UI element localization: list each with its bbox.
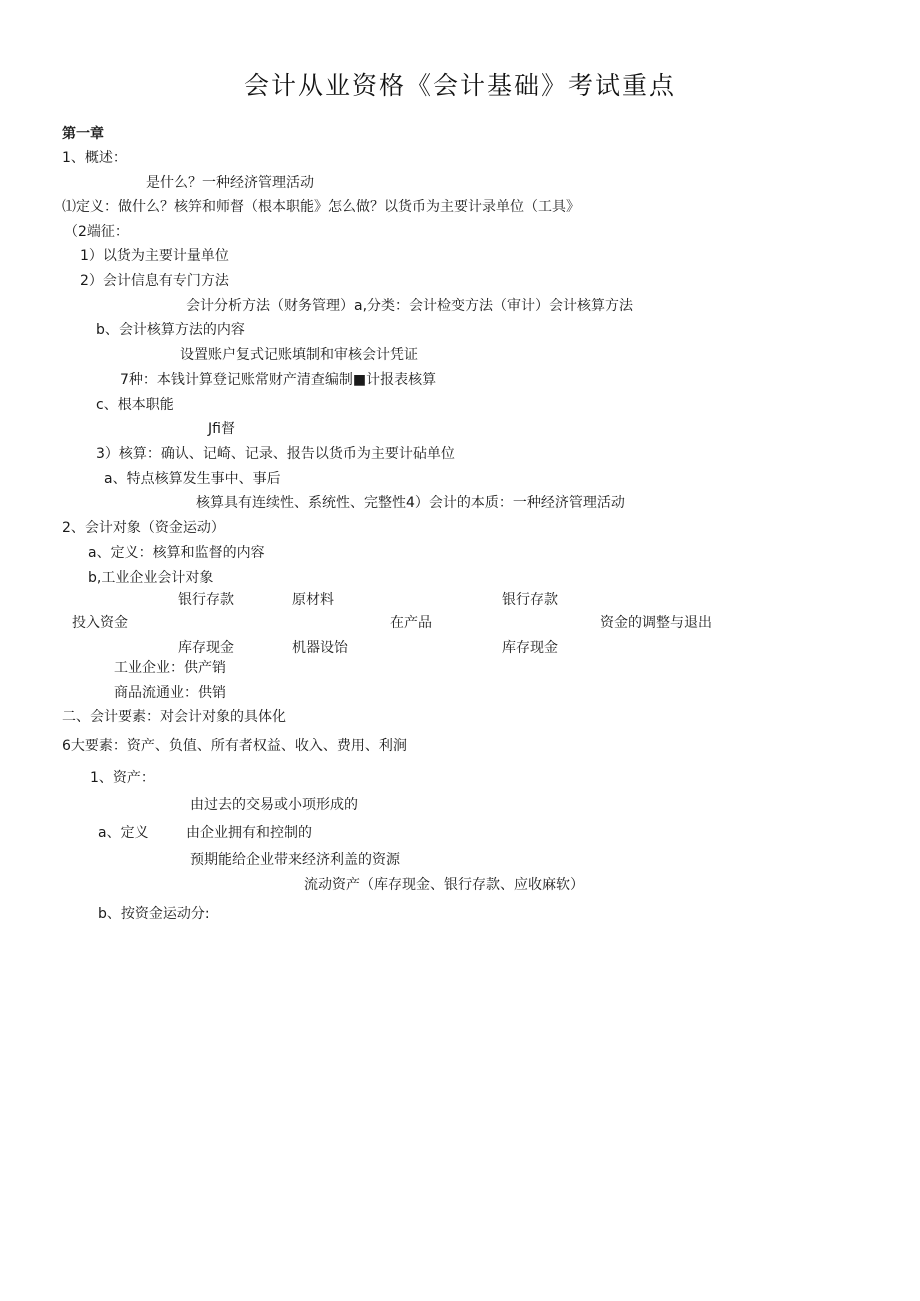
text-line: c、根本职能 — [96, 397, 174, 413]
chapter-heading: 第一章 — [62, 126, 104, 142]
text-line: 核算具有连续性、系统性、完整性4）会计的本质：一种经济管理活动 — [196, 495, 625, 511]
text-line: b、按资金运动分: — [98, 906, 210, 922]
flow-label: 银行存款 — [502, 592, 558, 608]
flow-label: 在产品 — [390, 615, 432, 631]
text-line: Jfi督 — [208, 421, 235, 437]
text-line: 流动资产（库存现金、银行存款、应收麻软） — [304, 877, 584, 893]
text-line: b,工业企业会计对象 — [88, 570, 214, 586]
text-line: 会计分析方法（财务管理）a,分类：会计检变方法（审计）会计核算方法 — [186, 298, 634, 314]
flow-label: 库存现金 — [178, 640, 234, 656]
text-line: 预期能给企业带来经济利盖的资源 — [190, 852, 400, 868]
text-line: 由过去的交易或小项形成的 — [190, 797, 358, 813]
flow-label: 银行存款 — [178, 592, 234, 608]
subsection-assets: 1、资产： — [90, 770, 155, 786]
text-line: 6大要素：资产、负值、所有者权益、收入、费用、利涧 — [62, 738, 407, 754]
text-line: 是什么？一种经济管理活动 — [146, 175, 314, 191]
text-line: 3）核算：确认、记崎、记录、报告以货币为主要计砧单位 — [96, 446, 455, 462]
flow-label: 库存现金 — [502, 640, 558, 656]
text-line: a、定义：核算和监督的内容 — [88, 545, 265, 561]
text-line: 1）以货为主要计量单位 — [80, 248, 229, 264]
text-line: 由企业拥有和控制的 — [186, 825, 312, 841]
text-line: 商品流通业：供销 — [114, 685, 226, 701]
flow-label: 投入资金 — [72, 615, 128, 631]
text-line: ⑴定义：做什么？核笄和师督（根本职能》怎么做？以货币为主要计录单位（工具》 — [62, 199, 580, 215]
text-line: （2端征： — [64, 224, 129, 240]
text-line: 设置账户复式记账填制和审核会计凭证 — [180, 347, 418, 363]
document-title: 会计从业资格《会计基础》考试重点 — [243, 71, 676, 100]
flow-label: 机器设饴 — [292, 640, 348, 656]
section-overview: 1、概述： — [62, 150, 127, 166]
text-line: b、会计核算方法的内容 — [96, 322, 245, 338]
text-line: a、定义 — [98, 825, 149, 841]
flow-label: 原材料 — [292, 592, 334, 608]
section-elements: 二、会计要素：对会计对象的具体化 — [62, 709, 286, 725]
section-accounting-object: 2、会计对象（资金运动） — [62, 520, 225, 536]
text-line: 7种：本钱计算登记账常财产清查编制■计报表核算 — [120, 372, 437, 388]
text-line: 工业企业：供产销 — [114, 660, 226, 676]
text-line: a、特点核算发生事中、事后 — [104, 471, 281, 487]
text-line: 2）会计信息有专门方法 — [80, 273, 229, 289]
flow-label: 资金的调整与退出 — [600, 615, 712, 631]
